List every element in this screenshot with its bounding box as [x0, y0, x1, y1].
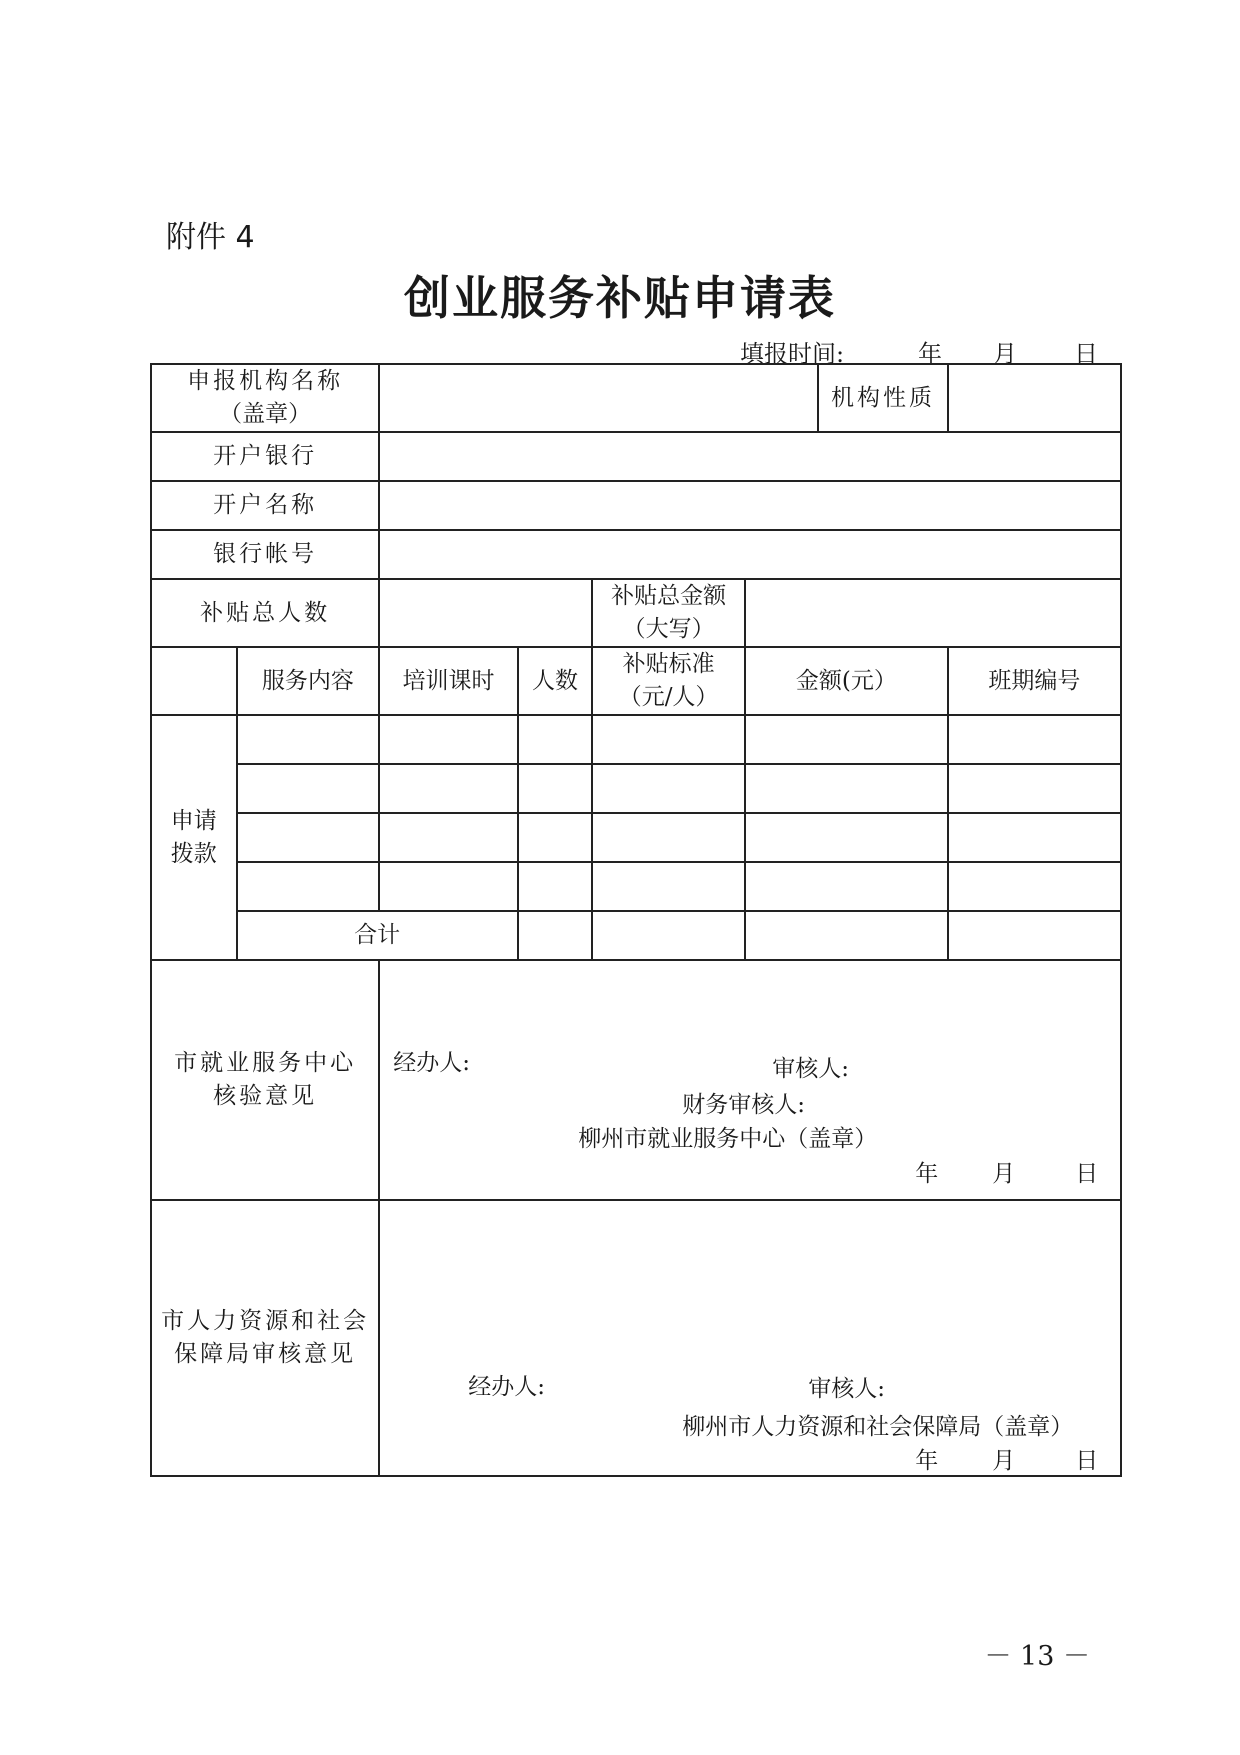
account-number-label: 银行帐号 [151, 530, 379, 579]
table-cell[interactable] [379, 813, 518, 862]
hrss-opinion-cell[interactable] [379, 1200, 1121, 1476]
ec-date-day: 日 [1075, 1161, 1099, 1187]
ec-reviewer-label: 审核人: [772, 1056, 849, 1082]
table-row [151, 715, 1121, 764]
table-cell[interactable] [237, 764, 380, 813]
employment-center-label-cell [151, 960, 379, 1200]
ec-finance-reviewer-label: 财务审核人: [682, 1092, 805, 1118]
hrss-date-year: 年 [915, 1448, 939, 1474]
table-cell[interactable] [518, 715, 592, 764]
table-cell[interactable] [518, 813, 592, 862]
table-row [151, 813, 1121, 862]
col-class-number: 班期编号 [948, 647, 1121, 715]
table-cell[interactable] [745, 715, 948, 764]
table-cell[interactable] [592, 862, 745, 911]
account-name-field[interactable] [379, 481, 1121, 530]
employment-center-label-sub: 核验意见 [213, 1083, 318, 1109]
table-cell[interactable] [518, 764, 592, 813]
employment-center-label: 市就业服务中心 [174, 1050, 357, 1076]
org-nature-label: 机构性质 [818, 364, 947, 432]
table-cell[interactable] [518, 862, 592, 911]
total-people-field[interactable] [379, 579, 592, 647]
subtotal-class-field[interactable] [948, 911, 1121, 960]
table-cell[interactable] [745, 764, 948, 813]
col-amount: 金额(元） [745, 647, 948, 715]
table-cell[interactable] [948, 862, 1121, 911]
table-cell[interactable] [237, 715, 380, 764]
hrss-date-day: 日 [1075, 1448, 1099, 1474]
hrss-seal-text: 柳州市人力资源和社会保障局（盖章） [682, 1414, 1074, 1440]
fill-date-year: 年 [918, 340, 942, 368]
org-nature-field[interactable] [948, 364, 1121, 432]
subtotal-amount-field[interactable] [745, 911, 948, 960]
hrss-handler-label: 经办人: [468, 1374, 545, 1400]
application-form-table [150, 363, 1122, 1477]
table-cell[interactable] [379, 715, 518, 764]
hrss-label-sub: 保障局审核意见 [174, 1341, 357, 1367]
org-name-label: 申报机构名称 [187, 368, 344, 394]
col-service-content: 服务内容 [237, 647, 380, 715]
table-cell[interactable] [592, 813, 745, 862]
fill-date-label: 填报时间: [740, 340, 845, 368]
form-title: 创业服务补贴申请表 [404, 271, 836, 325]
col-subsidy-standard-unit: （元/人） [618, 684, 719, 710]
table-row [151, 764, 1121, 813]
account-number-field[interactable] [379, 530, 1121, 579]
org-name-seal-note: （盖章） [219, 401, 312, 427]
table-cell[interactable] [379, 862, 518, 911]
apply-disbursement-label-cell [151, 715, 237, 960]
table-cell[interactable] [745, 862, 948, 911]
hrss-date-month: 月 [992, 1448, 1016, 1474]
bank-field[interactable] [379, 432, 1121, 481]
table-cell[interactable] [379, 764, 518, 813]
fill-date-day: 日 [1074, 340, 1098, 368]
apply-label: 申请 [170, 807, 217, 834]
table-cell[interactable] [948, 764, 1121, 813]
col-people: 人数 [518, 647, 592, 715]
total-amount-label-cell [592, 579, 745, 647]
table-cell[interactable] [237, 862, 380, 911]
total-amount-field[interactable] [745, 579, 1121, 647]
table-cell[interactable] [948, 813, 1121, 862]
ec-seal-text: 柳州市就业服务中心（盖章） [578, 1126, 878, 1152]
hrss-reviewer-label: 审核人: [808, 1376, 885, 1402]
org-name-label-cell [151, 364, 379, 432]
table-cell[interactable] [592, 764, 745, 813]
total-people-label: 补贴总人数 [151, 579, 379, 647]
table-row [151, 862, 1121, 911]
col-training-hours: 培训课时 [379, 647, 518, 715]
ec-date-year: 年 [915, 1161, 939, 1187]
ec-date-month: 月 [992, 1161, 1016, 1187]
table-cell[interactable] [745, 813, 948, 862]
table-cell[interactable] [237, 813, 380, 862]
total-amount-uppercase-note: （大写） [622, 616, 715, 642]
subtotal-people-field[interactable] [518, 911, 592, 960]
table-cell[interactable] [948, 715, 1121, 764]
account-name-label: 开户名称 [151, 481, 379, 530]
col-subsidy-standard-cell [592, 647, 745, 715]
ec-handler-label: 经办人: [393, 1050, 470, 1076]
org-name-field[interactable] [379, 364, 818, 432]
subtotal-standard-field[interactable] [592, 911, 745, 960]
total-amount-label: 补贴总金额 [611, 583, 727, 609]
subtotal-label: 合计 [237, 911, 518, 960]
fill-date-month: 月 [993, 340, 1017, 368]
employment-center-opinion-cell[interactable] [379, 960, 1121, 1200]
table-cell[interactable] [592, 715, 745, 764]
page-number: － 13 － [984, 1641, 1090, 1672]
attachment-label: 附件 4 [166, 220, 255, 255]
disbursement-label: 拨款 [170, 840, 217, 867]
header-blank-cell [151, 647, 237, 715]
bank-label: 开户银行 [151, 432, 379, 481]
col-subsidy-standard: 补贴标准 [622, 651, 715, 677]
hrss-label: 市人力资源和社会 [161, 1308, 370, 1334]
hrss-label-cell [151, 1200, 379, 1476]
subtotal-row [151, 911, 1121, 960]
